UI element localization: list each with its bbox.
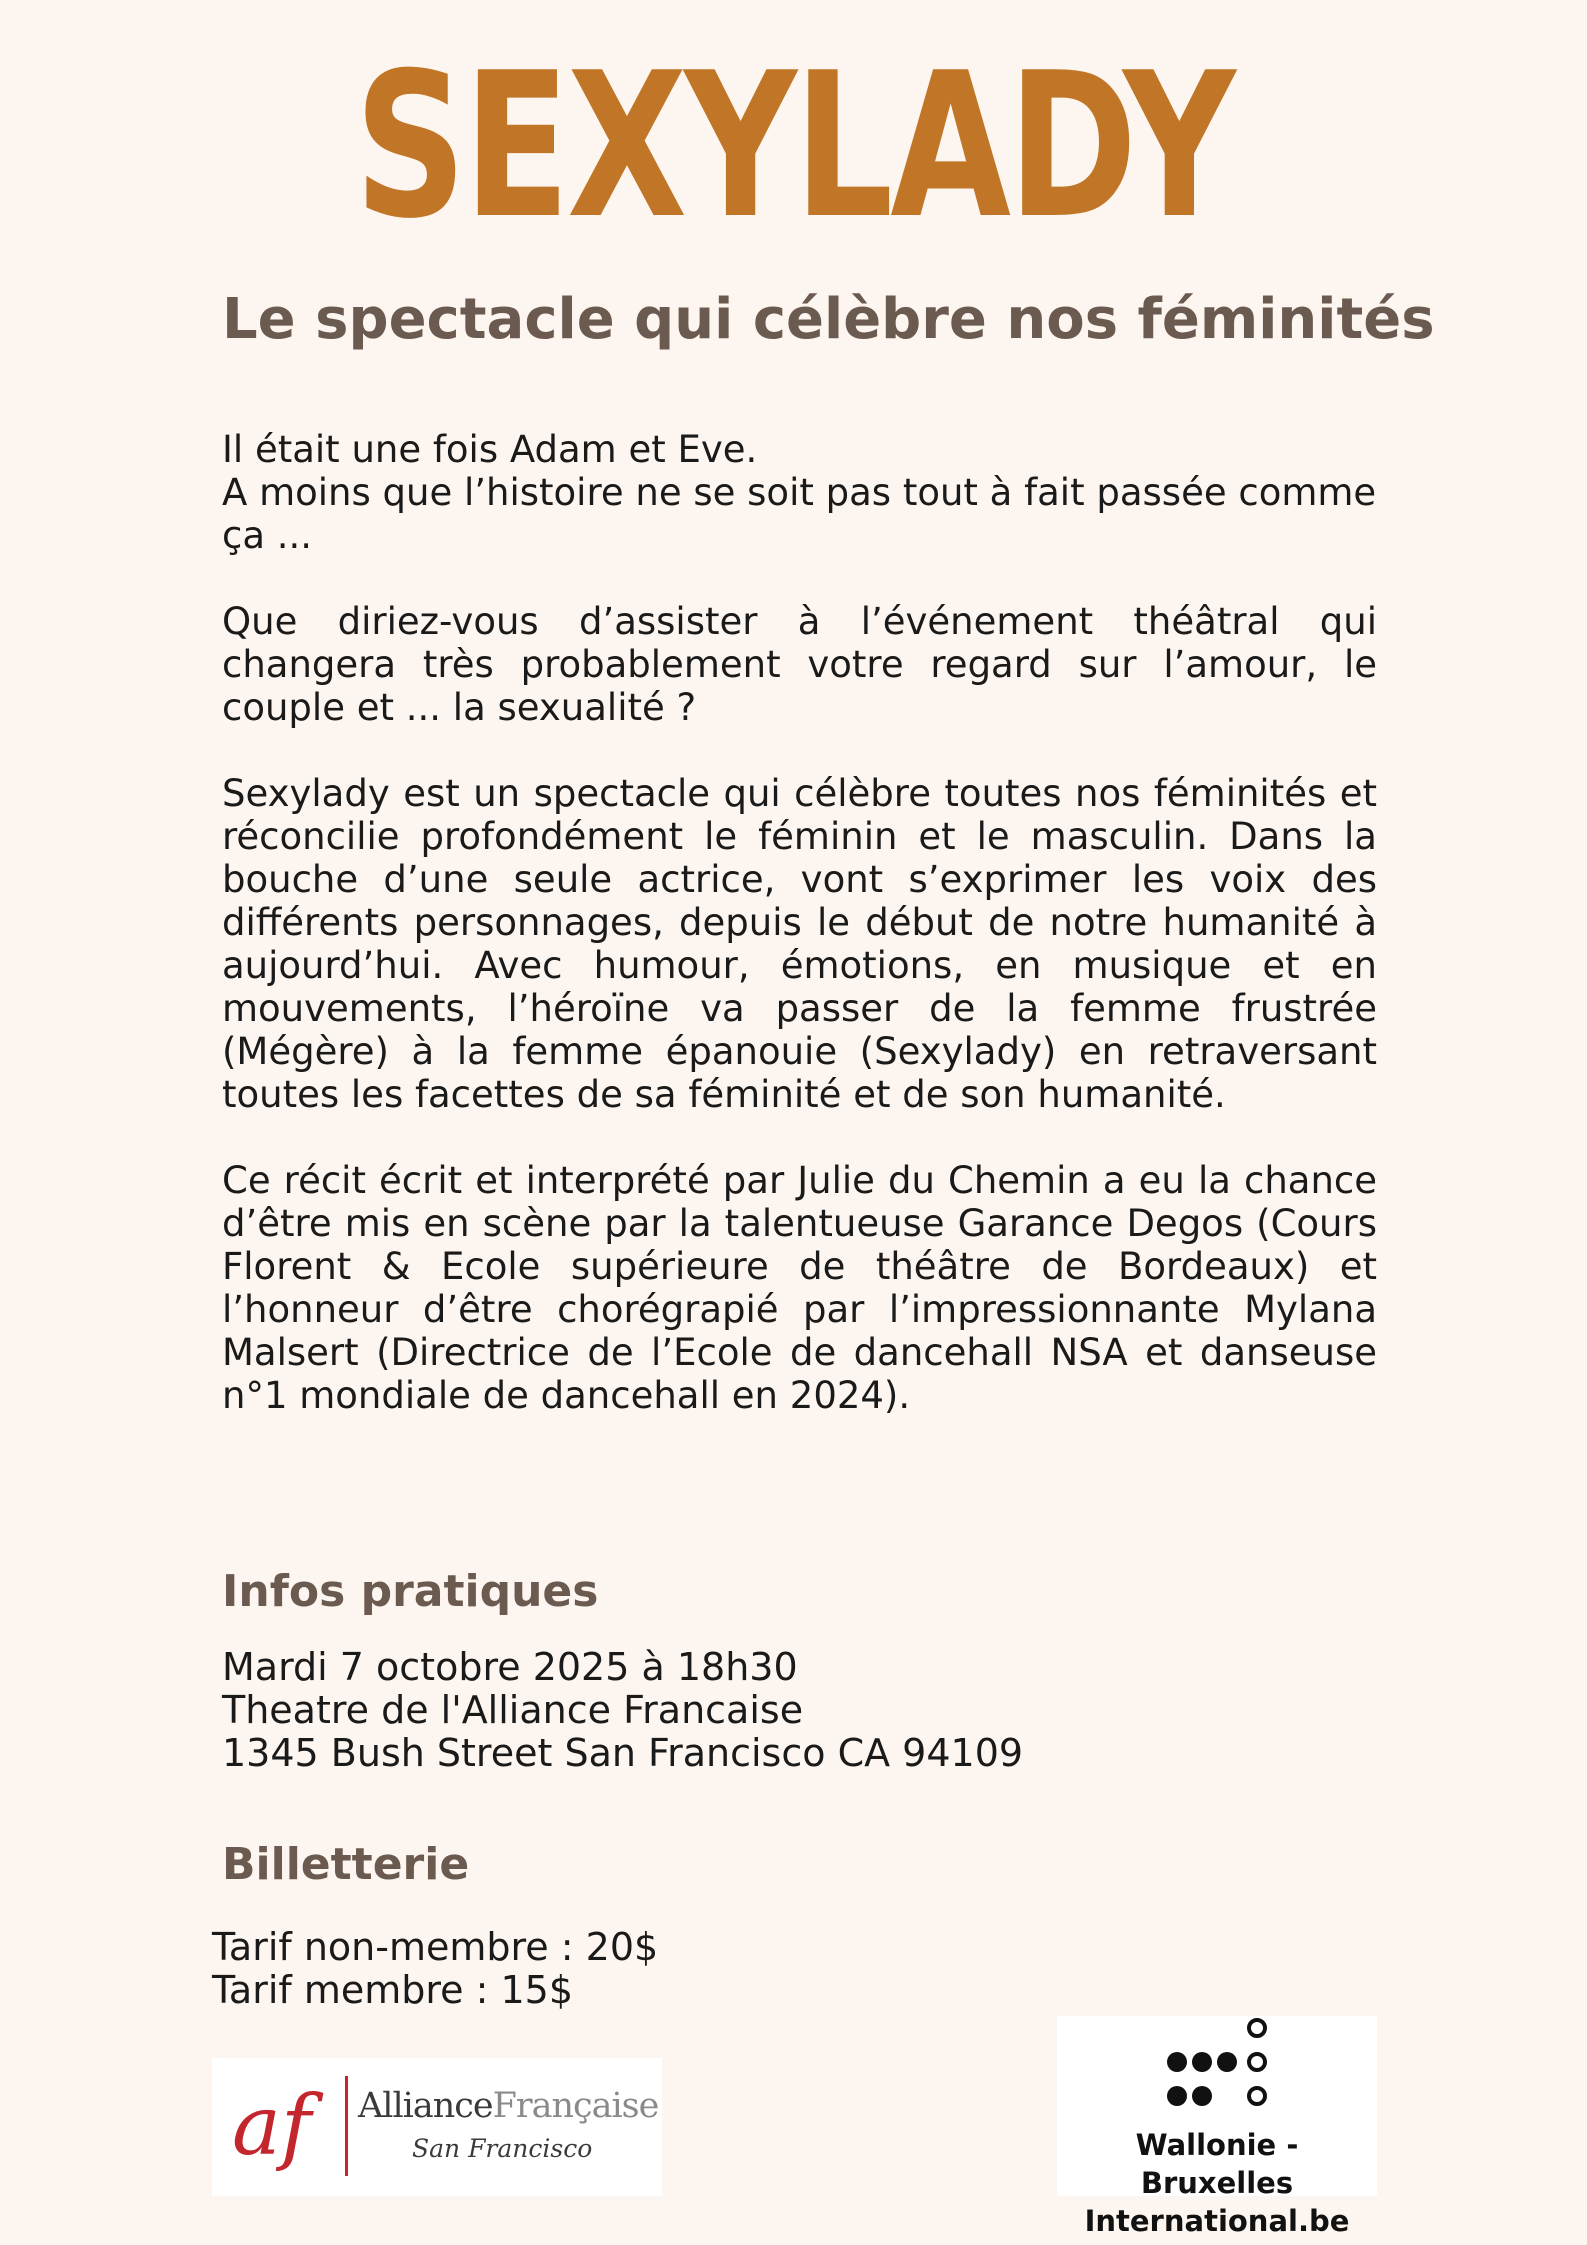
price-member: Tarif membre : 15$ — [212, 1968, 574, 2012]
description-body — [222, 428, 1377, 1417]
af-name-part-1: Alliance — [358, 2086, 493, 2126]
event-date: Mardi 7 octobre 2025 à 18h30 — [222, 1645, 798, 1689]
paragraph-question: Que diriez-vous d’assister à l’événement théâtral qui changera très probablement votre regard sur l’amour, le couple et ... la sexualité ? — [222, 600, 1377, 729]
wbi-text — [1057, 2126, 1377, 2240]
af-city: San Francisco — [412, 2134, 593, 2163]
af-separator — [345, 2076, 348, 2176]
event-venue: Theatre de l'Alliance Francaise — [222, 1688, 804, 1732]
af-monogram-icon — [226, 2072, 326, 2176]
af-name — [358, 2086, 658, 2126]
intro-line-1: Il était une fois Adam et Eve. — [222, 428, 758, 471]
wbi-line-2: International.be — [1084, 2204, 1350, 2238]
infos-block — [222, 1646, 1023, 1775]
af-name-part-2: Française — [492, 2086, 659, 2126]
tickets-heading: Billetterie — [222, 1839, 470, 1890]
alliance-francaise-logo — [212, 2058, 662, 2196]
wbi-dots-icon — [1057, 2016, 1377, 2116]
paragraph-intro — [222, 428, 1377, 557]
wbi-line-1: Wallonie - Bruxelles — [1135, 2128, 1299, 2200]
intro-line-2: A moins que l’histoire ne se soit pas tout à fait passée comme ça ... — [222, 471, 1377, 557]
page-subtitle: Le spectacle qui célèbre nos féminités — [222, 287, 1435, 352]
event-address: 1345 Bush Street San Francisco CA 94109 — [222, 1731, 1024, 1775]
paragraph-description: Sexylady est un spectacle qui célèbre toutes nos féminités et réconcilie profondément le féminin et le masculin. Dans la bouche d’une seule actrice, vont s’exprimer les voix des différents personnages, depuis le début de notre humanité à aujourd’hui. Avec humour, émotions, en musique et en mouvements, l’héroïne va passer de la femme frustrée (Mégère) à la femme épanouie (Sexylady) en retraversant toutes les facettes de sa féminité et de son humanité. — [222, 772, 1377, 1116]
infos-heading: Infos pratiques — [222, 1566, 599, 1617]
tickets-block — [212, 1926, 658, 2012]
af-monogram: af — [232, 2079, 312, 2174]
page-title: SEXYLADY — [354, 30, 1233, 263]
price-non-member: Tarif non-membre : 20$ — [212, 1925, 659, 1969]
paragraph-credits: Ce récit écrit et interprété par Julie du Chemin a eu la chance d’être mis en scène par la talentueuse Garance Degos (Cours Florent & Ecole supérieure de théâtre de Bordeaux) et l’honneur d’être chorégrapié par l’impressionnante Mylana Malsert (Directrice de l’Ecole de dancehall NSA et danseuse n°1 mondiale de dancehall en 2024). — [222, 1159, 1377, 1417]
wallonie-bruxelles-logo — [1057, 2016, 1377, 2238]
